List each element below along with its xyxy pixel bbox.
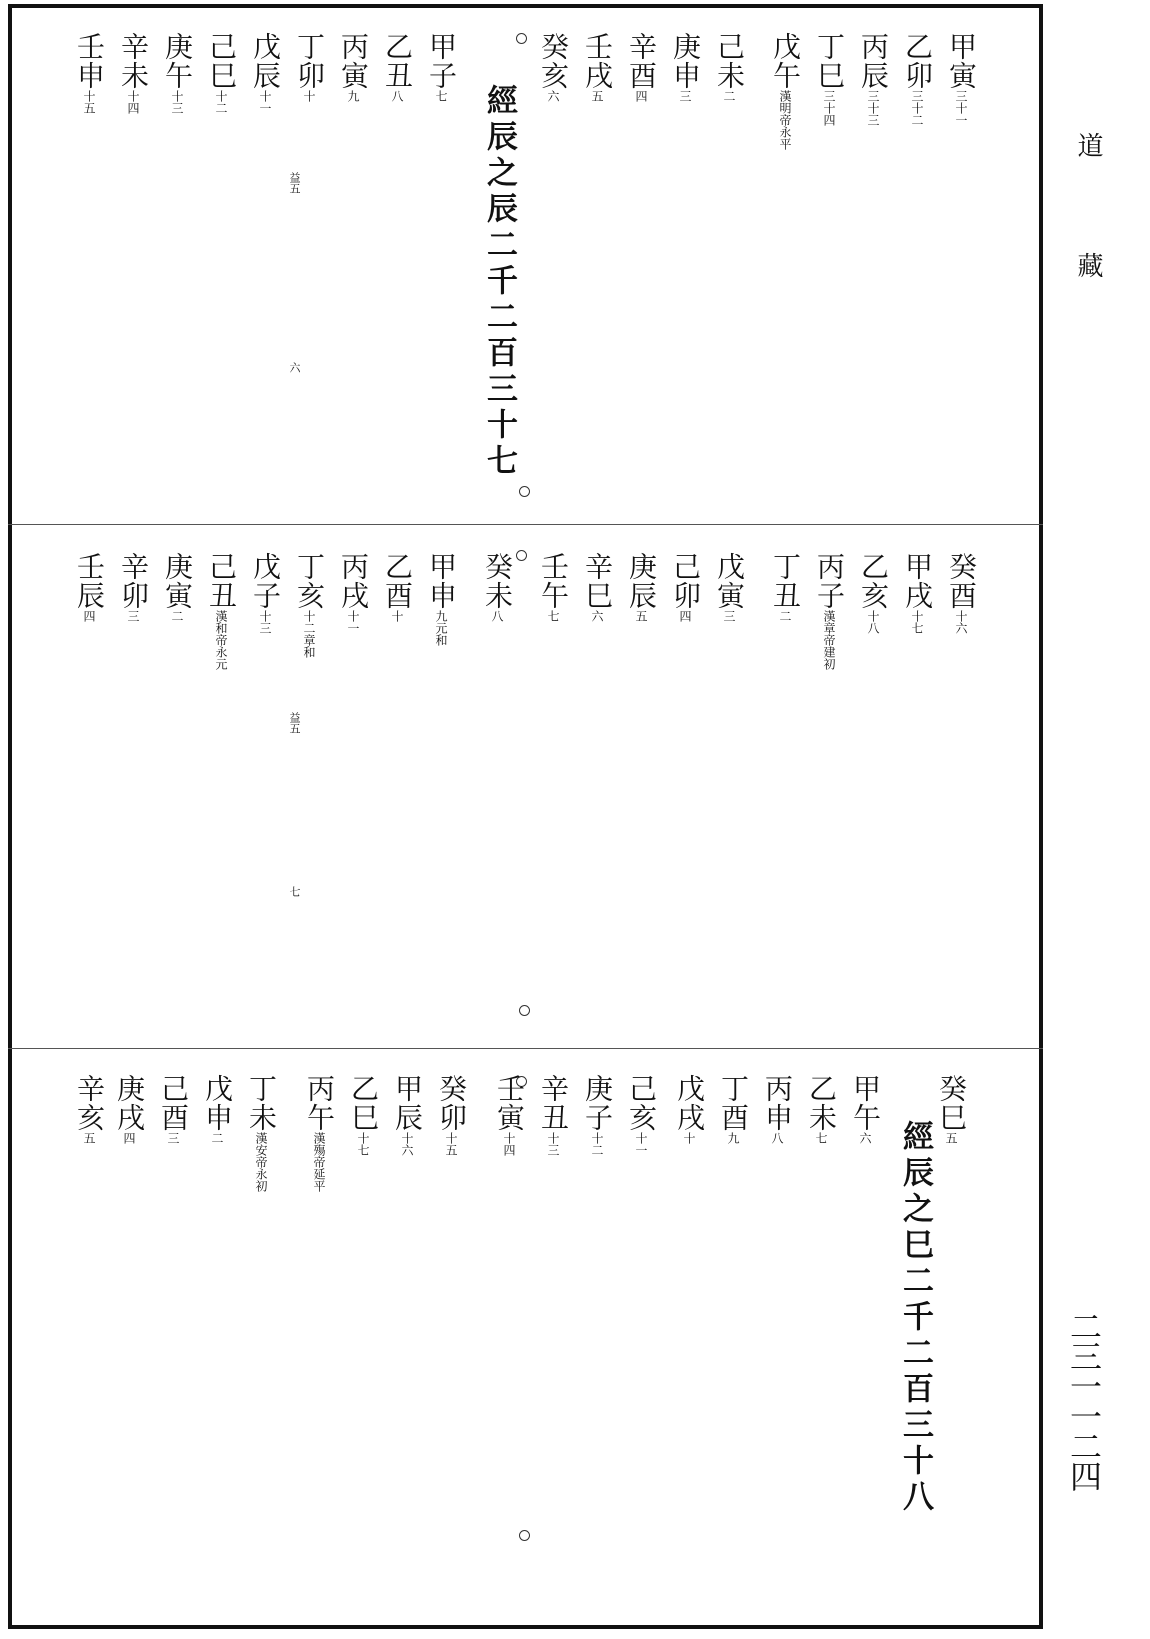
year-entry [858,32,888,126]
year-note: 十一 [634,1132,648,1156]
year-ganzhi: 丙申 [761,1074,794,1132]
year-ganzhi: 己丑 [205,552,238,610]
margin-mark: 益五 [288,712,301,734]
section-divider [8,524,1043,525]
year-note: 十一 [346,610,360,634]
year-entry [294,32,324,102]
year-note: 四 [122,1132,136,1144]
year-entry [114,1074,144,1144]
year-entry [392,1074,422,1156]
year-ganzhi: 己卯 [669,552,702,610]
year-ganzhi: 癸酉 [945,552,978,610]
year-entry [582,1074,612,1156]
year-note: 六 [546,90,560,102]
year-entry [206,552,236,670]
year-note: 七 [546,610,560,622]
binding-hole-icon [516,550,527,561]
year-note: 七 [814,1132,828,1144]
margin-mark: 七 [288,886,301,897]
year-note: 漢章帝建初 [822,610,836,670]
year-ganzhi: 丁丑 [769,552,802,610]
year-ganzhi: 丁巳 [813,32,846,90]
year-note: 三 [126,610,140,622]
year-ganzhi: 甲寅 [945,32,978,90]
year-entry [806,1074,836,1144]
year-note: 十七 [910,610,924,634]
year-ganzhi: 己巳 [205,32,238,90]
year-entry [670,552,700,622]
year-ganzhi: 庚寅 [161,552,194,610]
year-ganzhi: 丁亥 [293,552,326,610]
year-note: 五 [82,1132,96,1144]
year-ganzhi: 丙寅 [337,32,370,90]
year-entry [494,1074,524,1156]
year-ganzhi: 己未 [713,32,746,90]
year-entry [946,32,976,126]
year-ganzhi: 乙丑 [381,32,414,90]
year-entry [770,32,800,150]
year-note: 十五 [444,1132,458,1156]
year-ganzhi: 乙卯 [901,32,934,90]
year-ganzhi: 己酉 [157,1074,190,1132]
year-ganzhi: 癸亥 [537,32,570,90]
year-note: 漢殤帝延平 [312,1132,326,1192]
year-ganzhi: 庚申 [669,32,702,90]
year-note: 二 [722,90,736,102]
year-note: 九 [726,1132,740,1144]
year-note: 五 [590,90,604,102]
year-ganzhi: 辛亥 [73,1074,106,1132]
year-entry [582,32,612,102]
year-ganzhi: 庚子 [581,1074,614,1132]
year-note: 十 [302,90,316,102]
year-entry [814,552,844,670]
year-note: 二 [778,610,792,622]
year-ganzhi: 戊午 [769,32,802,90]
year-ganzhi: 丙午 [303,1074,336,1132]
year-note: 九 [346,90,360,102]
year-ganzhi: 辛丑 [537,1074,570,1132]
year-ganzhi: 癸巳 [935,1074,968,1132]
year-entry [202,1074,232,1144]
year-entry [814,32,844,126]
year-entry [74,552,104,622]
year-note: 十八 [866,610,880,634]
year-entry [714,552,744,622]
year-note: 八 [770,1132,784,1144]
year-entry [538,552,568,622]
year-entry [426,552,456,646]
year-note: 三十一 [954,90,968,126]
page-frame [8,4,1043,1629]
year-ganzhi: 乙亥 [857,552,890,610]
year-entry [902,552,932,634]
year-note: 十二章和 [302,610,316,658]
year-entry [382,32,412,102]
year-entry [338,552,368,634]
year-entry [294,552,324,658]
year-note: 十六 [400,1132,414,1156]
year-note: 十 [682,1132,696,1144]
year-entry [74,1074,104,1144]
year-note: 三十三 [866,90,880,126]
year-entry [382,552,412,622]
margin-mark: 益五 [288,172,301,194]
year-entry [858,552,888,634]
binding-hole-icon [516,33,527,44]
year-entry [718,1074,748,1144]
year-ganzhi: 乙酉 [381,552,414,610]
year-note: 五 [634,610,648,622]
year-entry [246,1074,276,1192]
year-ganzhi: 丁酉 [717,1074,750,1132]
year-note: 十三 [258,610,272,634]
year-note: 十三 [546,1132,560,1156]
year-ganzhi: 癸卯 [435,1074,468,1132]
year-note: 三 [722,610,736,622]
year-entry [714,32,744,102]
year-ganzhi: 甲子 [425,32,458,90]
year-note: 十四 [126,90,140,114]
year-ganzhi: 壬辰 [73,552,106,610]
year-ganzhi: 乙未 [805,1074,838,1132]
year-note: 十 [390,610,404,622]
year-entry [850,1074,880,1144]
year-note: 三十二 [910,90,924,126]
year-ganzhi: 辛巳 [581,552,614,610]
year-ganzhi: 戊子 [249,552,282,610]
year-entry [582,552,612,622]
year-note: 漢和帝永元 [214,610,228,670]
section-heading: 經辰之辰二千二百三十七 [481,84,517,480]
year-note: 二 [170,610,184,622]
margin-mark: 六 [288,362,301,373]
year-ganzhi: 庚戌 [113,1074,146,1132]
year-ganzhi: 庚辰 [625,552,658,610]
year-entry [674,1074,704,1144]
section-divider [8,1048,1043,1049]
year-ganzhi: 辛卯 [117,552,150,610]
year-entry [250,552,280,634]
year-ganzhi: 戊申 [201,1074,234,1132]
year-note: 十七 [356,1132,370,1156]
year-note: 十六 [954,610,968,634]
year-note: 六 [858,1132,872,1144]
year-entry [538,32,568,102]
year-ganzhi: 壬寅 [493,1074,526,1132]
year-note: 四 [634,90,648,102]
year-ganzhi: 甲申 [425,552,458,610]
year-entry [626,552,656,622]
year-ganzhi: 丙辰 [857,32,890,90]
year-entry [250,32,280,114]
year-ganzhi: 丁卯 [293,32,326,90]
year-note: 九元和 [434,610,448,646]
year-note: 三 [166,1132,180,1144]
year-entry [482,552,512,622]
year-entry [426,32,456,102]
year-entry [74,32,104,114]
year-ganzhi: 甲午 [849,1074,882,1132]
year-note: 四 [678,610,692,622]
year-ganzhi: 己亥 [625,1074,658,1132]
year-ganzhi: 丁未 [245,1074,278,1132]
year-note: 八 [390,90,404,102]
margin-title-bottom: 藏 [1073,252,1103,278]
year-note: 四 [82,610,96,622]
year-note: 十三 [170,90,184,114]
year-entry [670,32,700,102]
year-entry [946,552,976,634]
year-note: 八 [490,610,504,622]
year-entry [348,1074,378,1156]
year-ganzhi: 戊寅 [713,552,746,610]
year-entry [304,1074,334,1192]
year-note: 漢明帝永平 [778,90,792,150]
year-ganzhi: 乙巳 [347,1074,380,1132]
year-entry [770,552,800,622]
year-note: 六 [590,610,604,622]
year-ganzhi: 癸未 [481,552,514,610]
year-ganzhi: 辛酉 [625,32,658,90]
year-note: 漢安帝永初 [254,1132,268,1192]
year-note: 三十四 [822,90,836,126]
year-note: 十四 [502,1132,516,1156]
year-entry [158,1074,188,1144]
year-ganzhi: 壬申 [73,32,106,90]
year-entry [206,32,236,114]
year-entry [538,1074,568,1156]
binding-hole-icon [519,1005,530,1016]
margin-title-top: 道 [1073,132,1103,158]
year-ganzhi: 辛未 [117,32,150,90]
year-note: 十一 [258,90,272,114]
year-entry [118,32,148,114]
year-entry [902,32,932,126]
year-ganzhi: 甲辰 [391,1074,424,1132]
year-ganzhi: 壬戌 [581,32,614,90]
page-number: 二三一一二四 [1065,1310,1103,1490]
year-note: 十二 [214,90,228,114]
year-note: 十五 [82,90,96,114]
year-entry [118,552,148,622]
year-ganzhi: 丙戌 [337,552,370,610]
year-entry [626,32,656,102]
year-note: 七 [434,90,448,102]
year-ganzhi: 丙子 [813,552,846,610]
year-entry [626,1074,656,1156]
year-ganzhi: 甲戌 [901,552,934,610]
year-entry [162,552,192,622]
section-heading: 經辰之巳二千二百三十八 [897,1120,933,1516]
year-note: 十二 [590,1132,604,1156]
year-ganzhi: 壬午 [537,552,570,610]
year-entry [436,1074,466,1156]
year-note: 三 [678,90,692,102]
year-ganzhi: 戊戌 [673,1074,706,1132]
year-ganzhi: 庚午 [161,32,194,90]
binding-hole-icon [519,486,530,497]
year-entry [936,1074,966,1144]
year-note: 二 [210,1132,224,1144]
binding-hole-icon [519,1530,530,1541]
year-note: 五 [944,1132,958,1144]
year-entry [162,32,192,114]
year-ganzhi: 戊辰 [249,32,282,90]
year-entry [762,1074,792,1144]
year-entry [338,32,368,102]
